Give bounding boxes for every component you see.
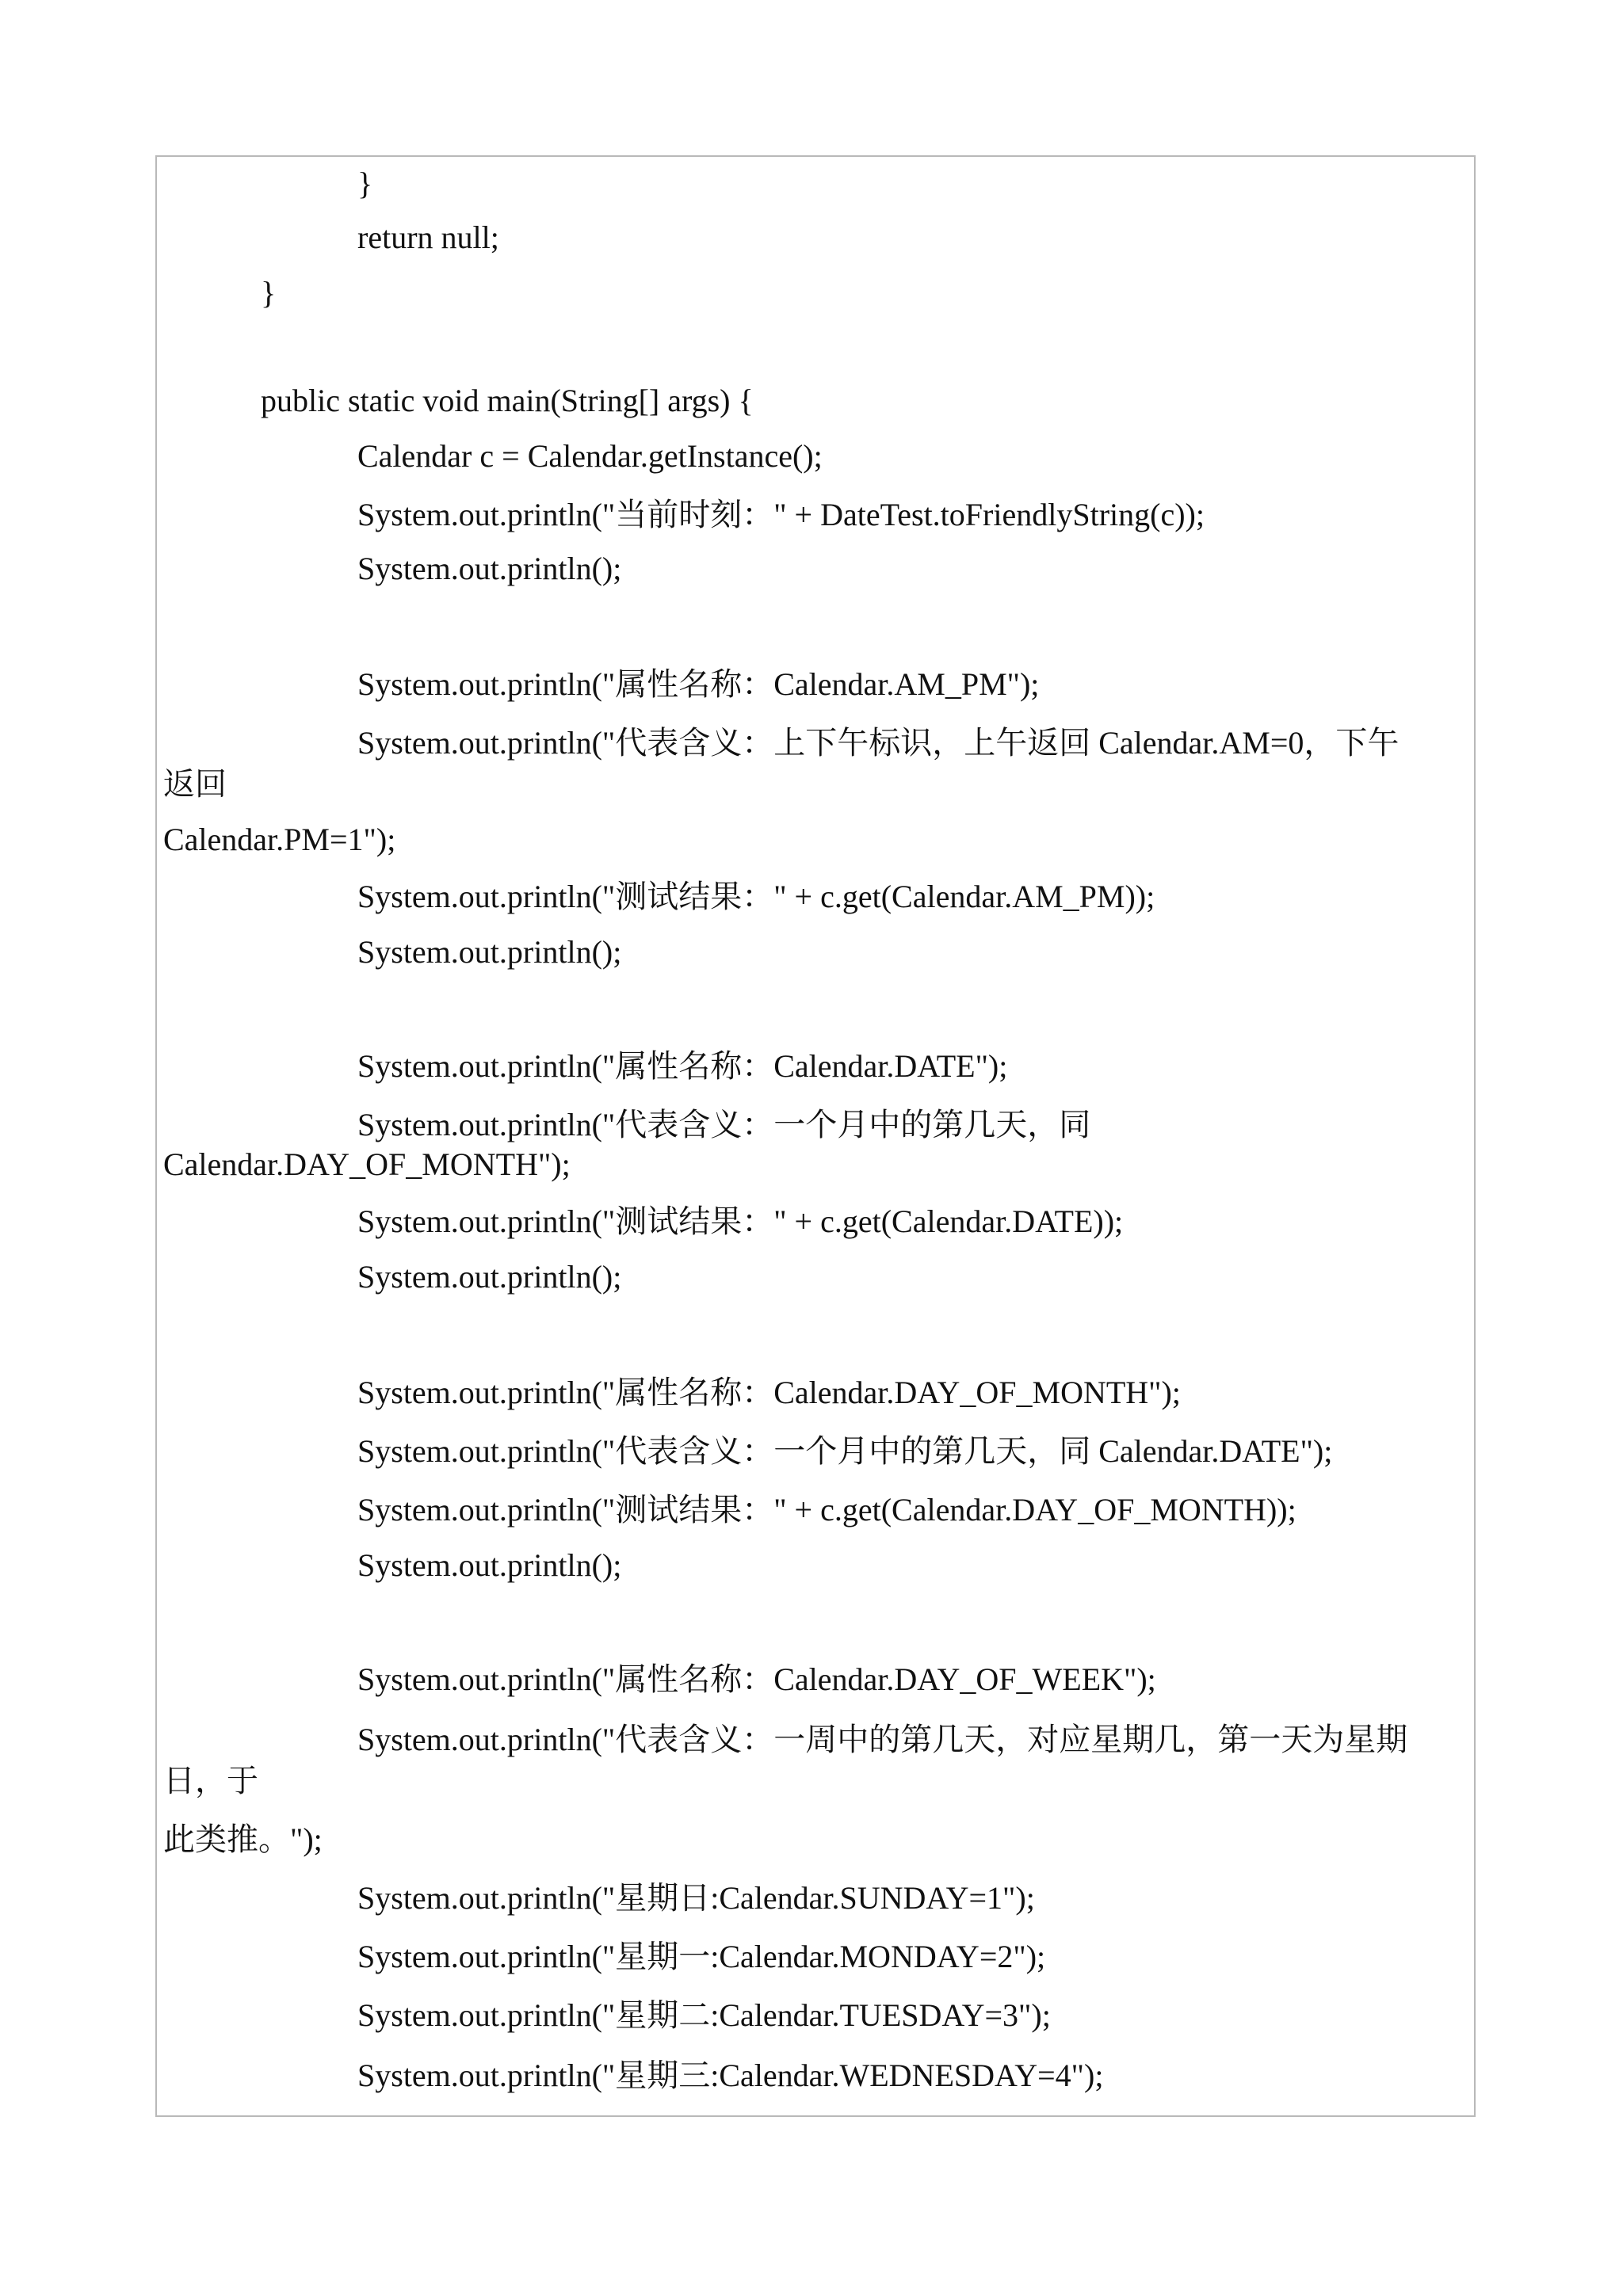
code-line: System.out.println(); [357,1547,622,1583]
code-line: } [357,166,373,201]
code-line: System.out.println("测试结果：" + c.get(Calendar.DATE)); [357,1203,1124,1239]
code-line: System.out.println("测试结果：" + c.get(Calendar.DAY_OF_MONTH)); [357,1492,1296,1527]
code-line: return null; [357,219,499,255]
code-line: System.out.println("测试结果：" + c.get(Calendar.AM_PM)); [357,879,1155,914]
code-line: Calendar.PM=1"); [163,822,396,857]
code-line: System.out.println("代表含义：上下午标识，上午返回 Calendar.AM=0，下午 [357,725,1400,761]
code-line: } [261,275,277,311]
code-line: System.out.println("星期二:Calendar.TUESDAY=3"); [357,1997,1051,2033]
code-line: 此类推。"); [163,1821,323,1857]
code-line: System.out.println("星期三:Calendar.WEDNESDAY=4"); [357,2058,1104,2093]
code-line: 日，于 [163,1763,258,1798]
code-line: System.out.println("代表含义：一个月中的第几天，同 [357,1107,1091,1142]
code-line: System.out.println("属性名称：Calendar.AM_PM"); [357,666,1040,702]
code-line: System.out.println(); [357,1259,622,1295]
code-line: System.out.println("属性名称：Calendar.DATE"); [357,1048,1008,1084]
code-line: System.out.println("星期日:Calendar.SUNDAY=1"); [357,1880,1035,1916]
code-line: System.out.println("代表含义：一周中的第几天，对应星期几，第一天为星期 [357,1722,1408,1757]
code-line: System.out.println(); [357,551,622,586]
code-line: Calendar c = Calendar.getInstance(); [357,438,823,474]
code-line: System.out.println("当前时刻：" + DateTest.toFriendlyString(c)); [357,497,1205,532]
code-line: System.out.println("星期一:Calendar.MONDAY=2"); [357,1939,1046,1974]
code-line: System.out.println(); [357,934,622,970]
code-line: System.out.println("属性名称：Calendar.DAY_OF_MONTH"); [357,1375,1181,1410]
code-line: 返回 [163,766,227,802]
code-line: System.out.println("代表含义：一个月中的第几天，同 Calendar.DATE"); [357,1433,1333,1469]
code-line: System.out.println("属性名称：Calendar.DAY_OF_WEEK"); [357,1661,1156,1697]
code-line: Calendar.DAY_OF_MONTH"); [163,1146,571,1182]
code-line: public static void main(String[] args) { [261,383,754,418]
